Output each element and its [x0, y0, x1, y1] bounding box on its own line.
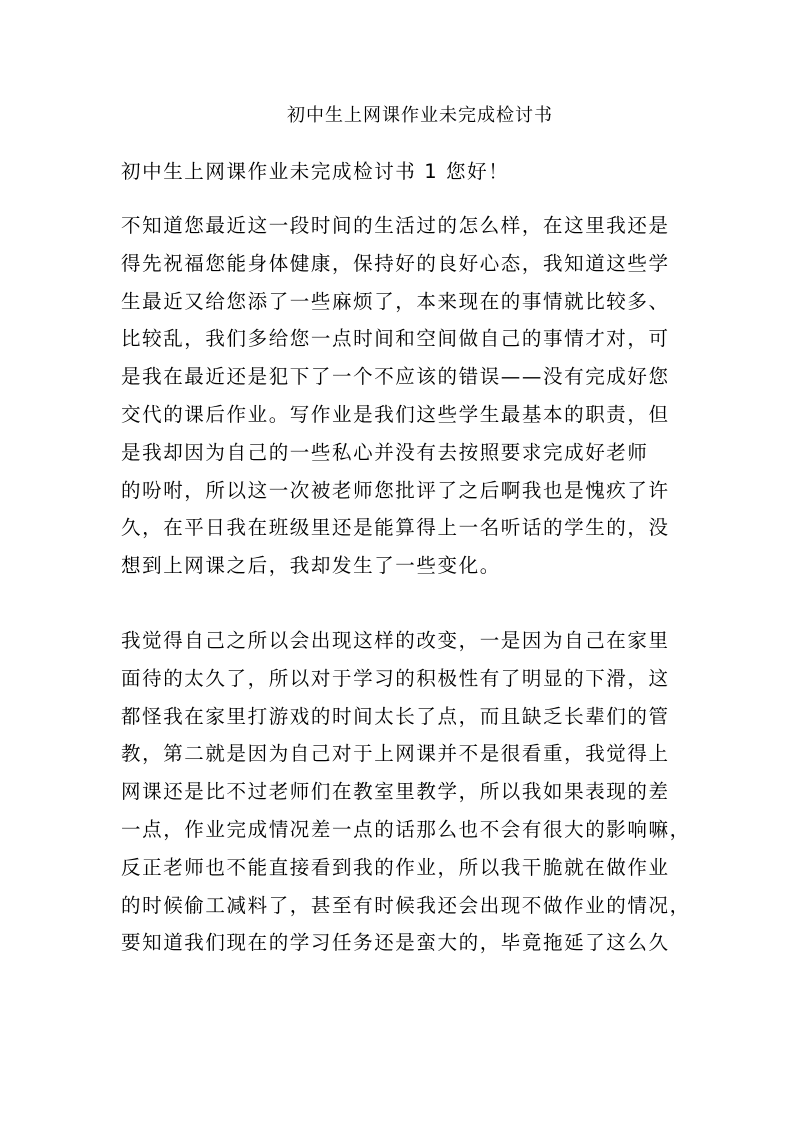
text-line: 教，第二就是因为自己对于上网课并不是很看重，我觉得上	[121, 742, 670, 766]
text-line: 都怪我在家里打游戏的时间太长了点，而且缺乏长辈们的管	[121, 704, 670, 728]
text-line: 交代的课后作业。写作业是我们这些学生最基本的职责，但	[121, 402, 670, 426]
text-line: 反正老师也不能直接看到我的作业，所以我干脆就在做作业	[121, 855, 670, 879]
document-heading: 初中生上网课作业未完成检讨书 1 您好！	[121, 160, 510, 183]
paragraph	[121, 207, 670, 585]
text-line: 想到上网课之后，我却发生了一些变化。	[121, 554, 501, 578]
text-line: 生最近又给您添了一些麻烦了，本来现在的事情就比较多、	[121, 289, 670, 313]
text-line: 一点，作业完成情况差一点的话那么也不会有很大的影响嘛，	[121, 817, 691, 841]
text-line: 比较乱，我们多给您一点时间和空间做自己的事情才对，可	[121, 327, 670, 351]
text-line: 的吩咐，所以这一次被老师您批评了之后啊我也是愧疚了许	[121, 478, 670, 502]
text-line: 得先祝福您能身体健康，保持好的良好心态，我知道这些学	[121, 251, 670, 275]
text-line: 我觉得自己之所以会出现这样的改变，一是因为自己在家里	[121, 629, 670, 652]
paragraph	[121, 622, 691, 962]
text-line: 是我在最近还是犯下了一个不应该的错误——没有完成好您	[121, 365, 670, 389]
text-line: 是我却因为自己的一些私心并没有去按照要求完成好老师	[121, 440, 649, 464]
text-line: 的时候偷工减料了，甚至有时候我还会出现不做作业的情况，	[121, 893, 691, 917]
document-title: 初中生上网课作业未完成检讨书	[287, 105, 553, 126]
text-line: 面待的太久了，所以对于学习的积极性有了明显的下滑，这	[121, 666, 670, 690]
text-line: 网课还是比不过老师们在教室里教学，所以我如果表现的差	[121, 780, 670, 804]
text-line: 久，在平日我在班级里还是能算得上一名听话的学生的，没	[121, 516, 670, 540]
text-line: 不知道您最近这一段时间的生活过的怎么样，在这里我还是	[121, 214, 670, 237]
text-line: 要知道我们现在的学习任务还是蛮大的，毕竟拖延了这么久	[121, 931, 670, 955]
